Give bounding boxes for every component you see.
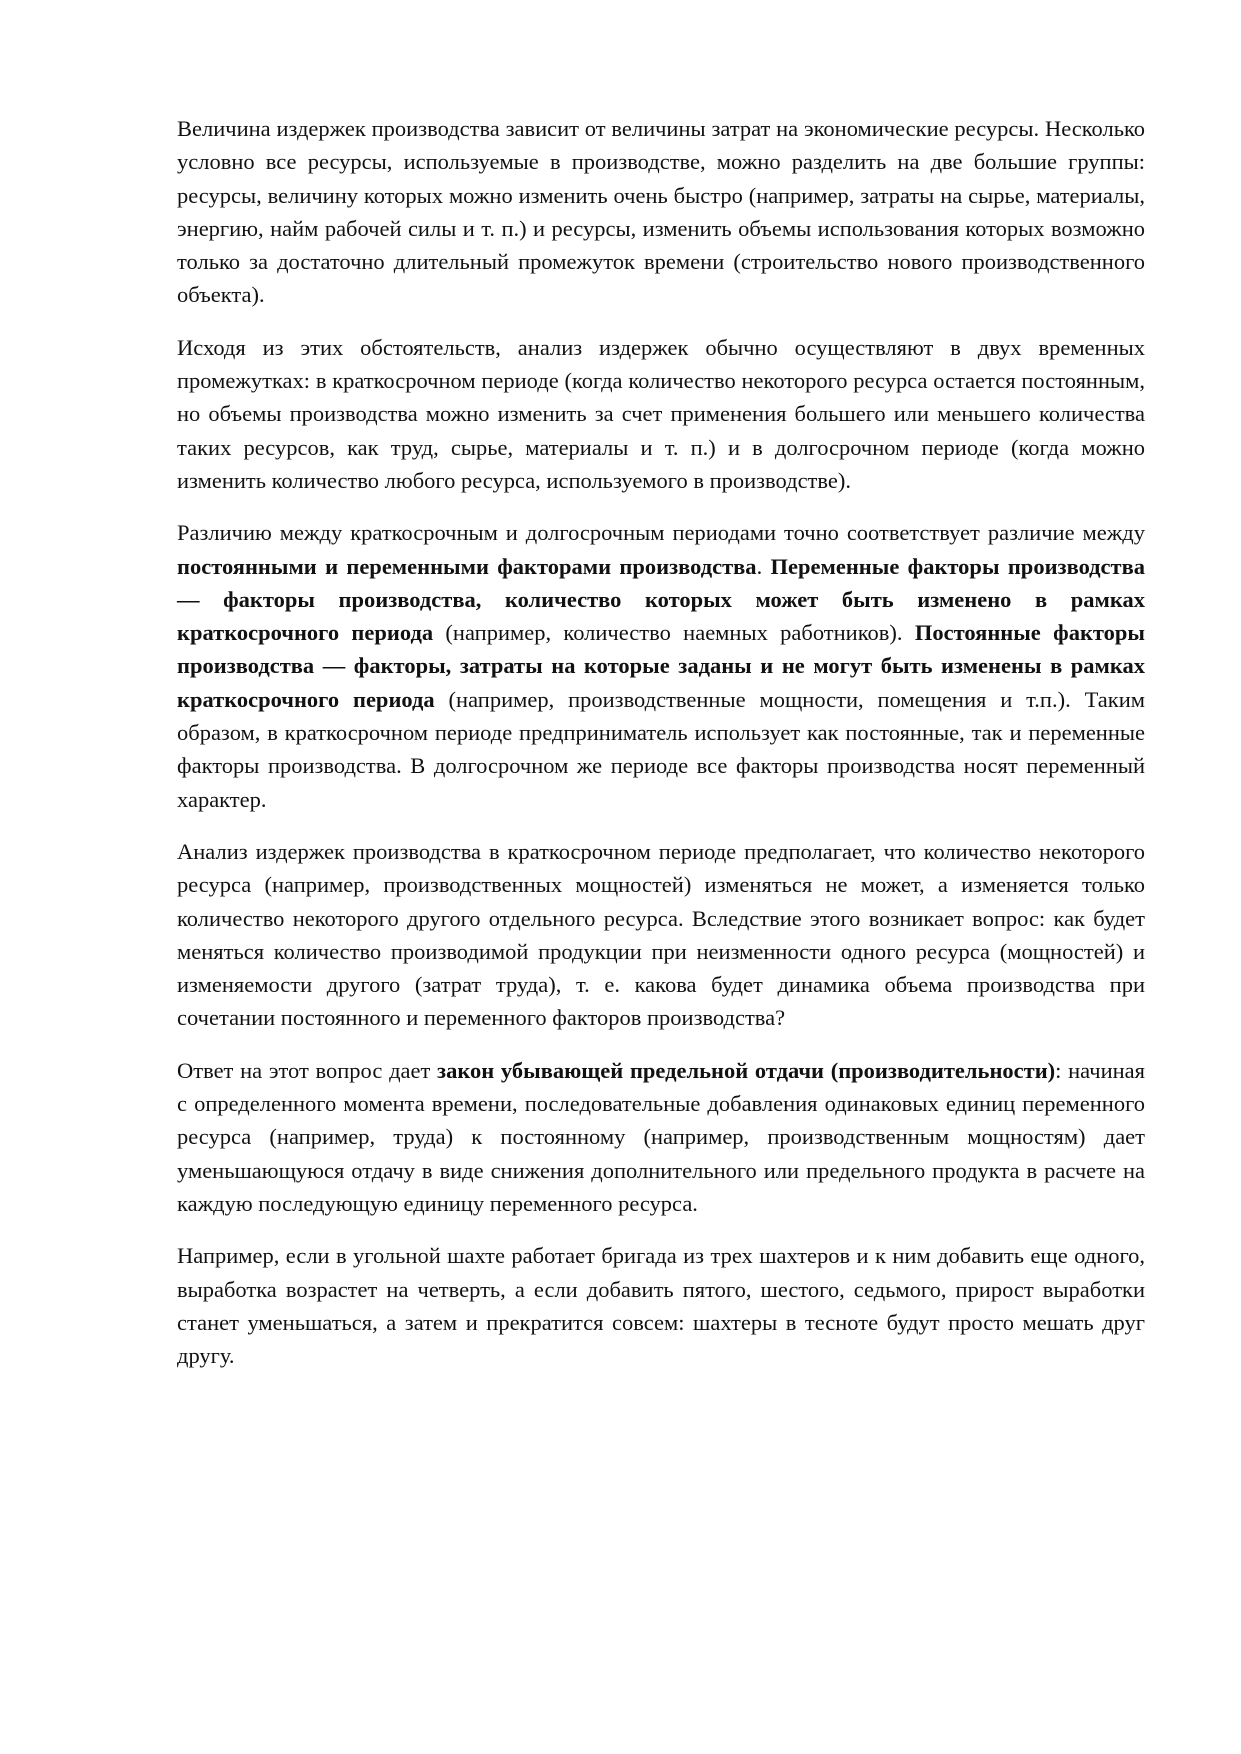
paragraph-text: : начиная с определенного момента времени, последовательные добавления одинаковых единиц переменного ресурса (например, труда) к постоянному (например, производственным мощностям) дает уменьшающуюся отдачу в виде снижения дополнительного или предельного продукта в расчете на каждую последующую единицу переменного ресурса. — [177, 1057, 1145, 1216]
paragraph-short-run-analysis — [177, 835, 1145, 1035]
paragraph-text: Ответ на этот вопрос дает — [177, 1057, 438, 1083]
paragraph-text: Анализ издержек производства в краткосрочном периоде предполагает, что количество некоторого ресурса (например, производственных мощностей) изменяться не может, а изменяется только количество некоторого другого отдельного ресурса. Вследствие этого возникает вопрос: как будет меняться количество производимой продукции при неизменности одного ресурса (мощностей) и изменяемости другого (затрат труда), т. е. какова будет динамика объема производства при сочетании постоянного и переменного факторов производства? — [177, 838, 1145, 1031]
paragraph-text: Исходя из этих обстоятельств, анализ издержек обычно осуществляют в двух временных промежутках: в краткосрочном периоде (когда количество некоторого ресурса остается постоянным, но объемы производства можно изменить за счет применения большего или меньшего количества таких ресурсов, как труд, сырье, материалы и т. п.) и в долгосрочном периоде (когда можно изменить количество любого ресурса, используемого в производстве). — [177, 334, 1145, 493]
paragraph-text: . — [756, 553, 771, 579]
bold-definition-fixed-factors: Постоянные факторы производства — факторы, затраты на которые заданы и не могут быть изменены в рамках краткосрочного периода — [177, 620, 1145, 712]
paragraph-text: (например, производственные мощности, помещения и т.п.). Таким образом, в краткосрочном периоде предприниматель использует как постоянные, так и переменные факторы производства. В долгосрочном же периоде все факторы производства носят переменный характер. — [177, 686, 1145, 812]
paragraph-text: Различию между краткосрочным и долгосрочным периодами точно соответствует различие между — [177, 520, 1145, 546]
paragraph-text: Величина издержек производства зависит от величины затрат на экономические ресурсы. Несколько условно все ресурсы, используемые в производстве, можно разделить на две большие группы: ресурсы, величину которых можно изменить очень быстро (например, затраты на сырье, материалы, энергию, найм рабочей силы и т. п.) и ресурсы, изменить объемы использования которых возможно только за достаточно длительный промежуток времени (строительство нового производственного объекта). — [177, 116, 1145, 308]
paragraph-text: (например, количество наемных работников). — [433, 620, 915, 646]
bold-definition-variable-factors: Переменные факторы производства — факторы производства, количество которых может быть изменено в рамках краткосрочного периода — [177, 553, 1145, 646]
paragraph-diminishing-returns — [177, 1054, 1145, 1220]
paragraph-resources — [177, 112, 1145, 312]
paragraph-mine-example — [177, 1239, 1145, 1372]
bold-term-diminishing-returns-law: закон убывающей предельной отдачи (производительности) — [437, 1057, 1056, 1083]
paragraph-factors — [177, 516, 1145, 816]
bold-term-fixed-variable-factors: постоянными и переменными факторами производства — [177, 553, 757, 579]
paragraph-time-periods — [177, 331, 1145, 497]
document-page — [177, 112, 1145, 1391]
paragraph-text: Например, если в угольной шахте работает бригада из трех шахтеров и к ним добавить еще одного, выработка возрастет на четверть, а если добавить пятого, шестого, седьмого, прирост выработки станет уменьшаться, а затем и прекратится совсем: шахтеры в тесноте будут просто мешать друг другу. — [177, 1243, 1145, 1369]
